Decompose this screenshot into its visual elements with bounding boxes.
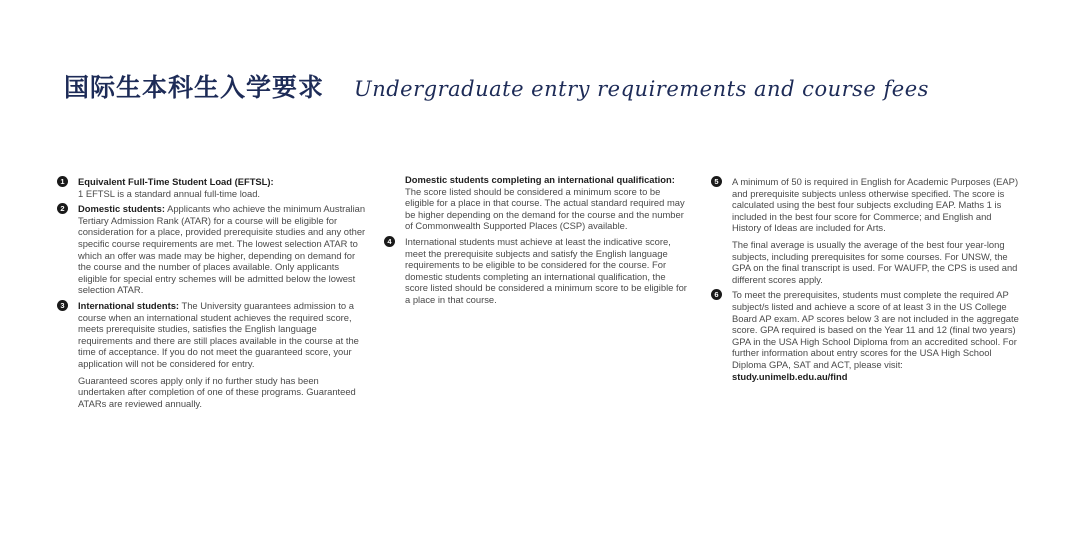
note-3-body: The University guarantees admission to a course when an international student achieves the required score, meets prerequisite studies, satisfies the English language requirements and there are still places available in the course at the time of acceptance. If you do not meet the guaranteed score, your application will not be considered for entry. [78, 299, 359, 369]
note-intro [384, 174, 689, 232]
study-link[interactable]: study.unimelb.edu.au/find [732, 370, 848, 382]
number-bullet-4: 4 [384, 236, 395, 247]
note-item-5 [711, 176, 1021, 285]
number-bullet-1: 1 [57, 176, 68, 187]
notes-column-2 [384, 174, 689, 310]
note-2-heading: Domestic students: [78, 203, 165, 215]
note-item-2 [57, 203, 367, 296]
note-3-extra: Guaranteed scores apply only if no further study has been undertaken after completion of one of these programs. Guaranteed ATARs are reviewed annually. [78, 374, 356, 409]
note-5-extra: The final average is usually the average of the best four year-long subjects, including prerequisites for some courses. For UNSW, the GPA on the final transcript is used. For WAUFP, the CPS is used and different scores apply. [732, 238, 1018, 285]
note-intro-body: The score listed should be considered a minimum score to be eligible for a place in that course. The actual standard required may be higher depending on the demand for the course and the number of Commonwealth Supported Places (CSP) available. [405, 185, 685, 232]
note-5-body: A minimum of 50 is required in English for Academic Purposes (EAP) and prerequisite subjects unless otherwise specified. The score is calculated using the best four subjects excluding EAP. Maths 1 is included in the best four score for Commerce; and English and History of Ideas are included for Arts. [732, 176, 1019, 234]
note-6-body: To meet the prerequisites, students must complete the required AP subject/s listed and achieve a score of at least 3 in the US College Board AP exam. AP scores below 3 are not included in the aggregate score. GPA required is based on the Year 11 and 12 (final two years) GPA in the USA High School Diploma from an accredited school. For further information about entry scores for the USA High School Diploma GPA, SAT and ACT, please visit: [732, 289, 1019, 370]
note-item-1 [57, 176, 367, 199]
note-item-6 [711, 289, 1021, 382]
note-4-body: International students must achieve at least the indicative score, meet the prerequisite subjects and satisfy the English language requirements to be eligible to be considered for the course. For domestic students completing an international qualification, the score listed should be considered a minimum score to be eligible for a place in that course. [405, 235, 687, 305]
note-1-heading: Equivalent Full-Time Student Load (EFTSL): [78, 176, 274, 187]
page-title [64, 72, 1004, 105]
number-bullet-2: 2 [57, 203, 68, 214]
number-bullet-6: 6 [711, 289, 722, 300]
number-bullet-3: 3 [57, 300, 68, 311]
note-item-3 [57, 300, 367, 409]
note-intro-heading: Domestic students completing an international qualification: [405, 174, 675, 185]
notes-column-1 [57, 176, 367, 413]
note-3-heading: International students: [78, 299, 180, 311]
number-bullet-5: 5 [711, 176, 722, 187]
note-1-body: 1 EFTSL is a standard annual full-time load. [78, 187, 261, 199]
notes-column-3 [711, 176, 1021, 386]
note-2-body: Applicants who achieve the minimum Australian Tertiary Admission Rank (ATAR) for a course will be eligible for consideration for a place, provided prerequisite studies and any other specific course requirements are met. The lowest selection ATAR to which an offer was made may be higher, depending on demand for the course and the number of places available. Only applicants eligible for special entry schemes will be admitted below the lowest selection ATAR. [78, 203, 366, 296]
title-chinese: 国际生本科生入学要求 [64, 73, 325, 102]
title-english: Undergraduate entry requirements and course fees [354, 77, 929, 101]
note-item-4 [384, 236, 689, 306]
